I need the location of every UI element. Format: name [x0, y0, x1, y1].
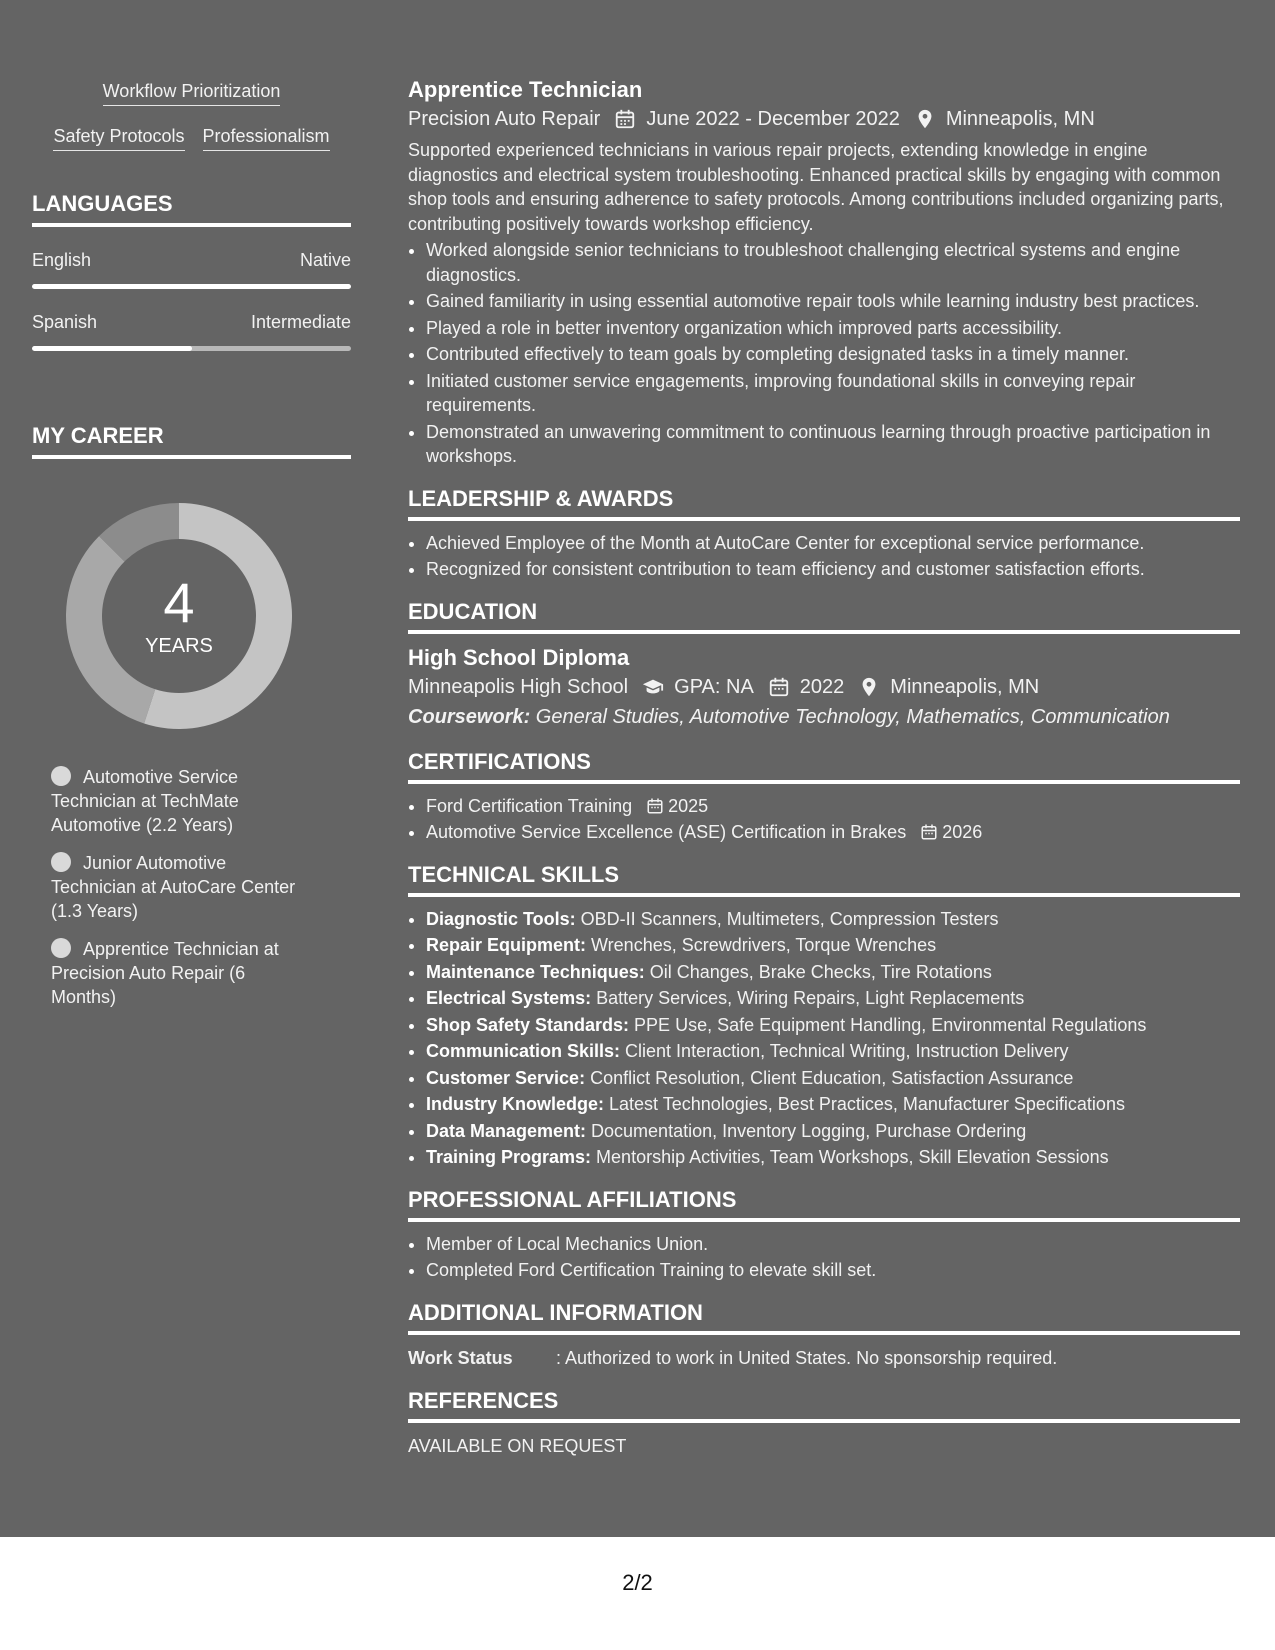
technical-skill-label: Repair Equipment:	[426, 935, 587, 955]
calendar-icon	[768, 676, 790, 698]
technical-skill-label: Customer Service:	[426, 1067, 586, 1088]
technical-skill-value: PPE Use, Safe Equipment Handling, Environmental Regulations	[629, 1014, 1147, 1035]
affiliations-heading: PROFESSIONAL AFFILIATIONS	[408, 1186, 1240, 1222]
language-proficiency-bar	[32, 346, 351, 351]
technical-skills-list	[408, 907, 1240, 1170]
technical-skill-item	[426, 1092, 1240, 1117]
calendar-icon	[614, 108, 636, 130]
main-content	[408, 76, 1240, 1459]
certification-item	[426, 820, 1240, 845]
certification-name: • Ford Certification Training	[426, 795, 633, 816]
technical-skill-item	[426, 1066, 1240, 1091]
career-years-label: YEARS	[145, 635, 213, 657]
page-number: 2/2	[622, 1570, 653, 1595]
certification-year: 2025	[668, 795, 709, 816]
donut-center	[66, 503, 292, 729]
certification-item	[426, 794, 1240, 819]
career-item-text: Automotive Service Technician at TechMate Automotive (2.2 Years)	[51, 767, 239, 835]
job-company: Precision Auto Repair	[408, 108, 601, 130]
technical-skill-value: Documentation, Inventory Logging, Purchase Ordering	[586, 1120, 1027, 1141]
job-summary: Supported experienced technicians in various repair projects, extending knowledge in engine diagnostics and electrical system troubleshooting. Enhanced practical skills by engaging with common shop tools and ensuring adherence to safety protocols. Among contributions included organizing parts, contributing positively towards workshop efficiency.	[408, 140, 1224, 234]
education-heading: EDUCATION	[408, 598, 1240, 634]
job-bullets	[408, 238, 1240, 469]
technical-skill-label: Diagnostic Tools:	[426, 908, 576, 929]
skill-tag-row	[32, 80, 351, 106]
leadership-list	[408, 531, 1240, 582]
language-name: English	[32, 250, 92, 270]
sidebar	[32, 80, 351, 1023]
technical-skill-item	[426, 1013, 1240, 1038]
list-item: • Contributed effectively to team goals by completing designated tasks in a timely manner.	[426, 342, 1240, 367]
education-year: 2022	[799, 675, 845, 698]
technical-skill-value: Latest Technologies, Best Practices, Manufacturer Specifications	[604, 1094, 1125, 1114]
language-row	[32, 311, 351, 333]
list-item: • Achieved Employee of the Month at AutoCare Center for exceptional service performance.	[426, 531, 1240, 556]
education-gpa: GPA: NA	[674, 675, 754, 698]
education-location: Minneapolis, MN	[890, 675, 1040, 698]
career-item	[51, 765, 301, 837]
location-pin-icon	[914, 108, 936, 130]
technical-skill-label: Communication Skills:	[426, 1041, 621, 1061]
technical-skill-item	[426, 1119, 1240, 1144]
career-donut	[66, 503, 292, 729]
career-years-number: 4	[163, 571, 195, 634]
references-heading: REFERENCES	[408, 1387, 1240, 1423]
location-pin-icon	[858, 676, 880, 698]
work-status-row	[408, 1345, 1240, 1371]
leadership-heading: LEADERSHIP & AWARDS	[408, 485, 1240, 521]
list-item: • Recognized for consistent contribution to team efficiency and customer satisfaction efforts.	[426, 557, 1240, 582]
certifications-list	[408, 794, 1240, 845]
language-item	[32, 311, 351, 351]
certifications-heading: CERTIFICATIONS	[408, 748, 1240, 784]
language-name: Spanish	[32, 312, 98, 332]
certification-year: 2026	[942, 822, 983, 842]
list-item: • Member of Local Mechanics Union.	[426, 1232, 1240, 1257]
language-proficiency-bar	[32, 284, 351, 289]
career-item	[51, 851, 301, 923]
job-dates: June 2022 - December 2022	[646, 108, 900, 130]
language-row	[32, 249, 351, 271]
languages-heading: LANGUAGES	[32, 191, 351, 227]
technical-skill-item	[426, 1039, 1240, 1064]
technical-skill-value: OBD-II Scanners, Multimeters, Compression Testers	[575, 908, 999, 929]
list-item: • Worked alongside senior technicians to troubleshoot challenging electrical systems and engine diagnostics.	[426, 238, 1240, 287]
certification-row	[426, 794, 1240, 819]
language-item	[32, 249, 351, 289]
technical-skill-item	[426, 986, 1240, 1011]
technical-skill-item	[426, 1145, 1240, 1170]
languages-list	[32, 249, 351, 351]
technical-skill-value: Mentorship Activities, Team Workshops, Skill Elevation Sessions	[591, 1147, 1109, 1167]
skill-tag: Safety Protocols	[53, 125, 184, 151]
technical-skill-value: Conflict Resolution, Client Education, Satisfaction Assurance	[585, 1067, 1074, 1088]
technical-skill-value: Wrenches, Screwdrivers, Torque Wrenches	[586, 935, 937, 955]
technical-skill-value: Oil Changes, Brake Checks, Tire Rotations	[644, 961, 992, 982]
list-item: • Initiated customer service engagements, improving foundational skills in conveying repair requirements.	[426, 369, 1240, 418]
career-item-text: Junior Automotive Technician at AutoCare Center (1.3 Years)	[51, 853, 296, 921]
calendar-icon	[646, 797, 664, 815]
technical-skill-item	[426, 907, 1240, 932]
technical-skill-label: Data Management:	[426, 1120, 587, 1141]
list-item: • Gained familiarity in using essential automotive repair tools while learning industry best practices.	[426, 289, 1240, 314]
work-status-value: : Authorized to work in United States. No sponsorship required.	[556, 1347, 1058, 1368]
technical-skill-label: Industry Knowledge:	[426, 1094, 605, 1114]
coursework-label: Coursework:	[408, 705, 531, 728]
education-degree: High School Diploma	[408, 644, 630, 670]
skill-tags	[32, 80, 351, 151]
technical-skill-value: Battery Services, Wiring Repairs, Light Replacements	[591, 988, 1025, 1008]
language-proficiency-fill	[32, 284, 351, 289]
references-text: AVAILABLE ON REQUEST	[408, 1435, 627, 1456]
job-location: Minneapolis, MN	[945, 108, 1095, 130]
career-item	[51, 937, 301, 1009]
skill-tag-row	[32, 125, 351, 151]
technical-skill-item	[426, 933, 1240, 958]
certification-row	[426, 820, 1240, 845]
work-status-label: Work Status	[408, 1347, 513, 1368]
career-list	[32, 765, 351, 1009]
list-item: • Played a role in better inventory organization which improved parts accessibility.	[426, 316, 1240, 341]
technical-skill-label: Training Programs:	[426, 1147, 592, 1167]
graduation-cap-icon	[642, 676, 664, 698]
list-item: • Completed Ford Certification Training to elevate skill set.	[426, 1258, 1240, 1283]
job-meta	[408, 104, 1240, 134]
calendar-icon	[920, 823, 938, 841]
coursework-value: General Studies, Automotive Technology, Mathematics, Communication	[530, 705, 1170, 728]
language-proficiency-fill	[32, 346, 192, 351]
skill-tag: Professionalism	[203, 125, 330, 151]
technical-skill-label: Electrical Systems:	[426, 988, 592, 1008]
career-heading: MY CAREER	[32, 423, 351, 459]
list-item: • Demonstrated an unwavering commitment to continuous learning through proactive participation in workshops.	[426, 420, 1240, 469]
career-item-text: Apprentice Technician at Precision Auto Repair (6 Months)	[51, 939, 279, 1007]
language-level: Native	[299, 250, 351, 270]
career-dot-icon	[51, 852, 71, 872]
career-dot-icon	[51, 766, 71, 786]
education-coursework	[408, 702, 1240, 732]
technical-skill-label: Maintenance Techniques:	[426, 961, 645, 982]
affiliations-list	[408, 1232, 1240, 1283]
job-title: Apprentice Technician	[408, 77, 643, 102]
education-school: Minneapolis High School	[408, 675, 629, 698]
technical-skill-value: Client Interaction, Technical Writing, Instruction Delivery	[620, 1041, 1069, 1061]
technical-skills-heading: TECHNICAL SKILLS	[408, 861, 1240, 897]
technical-skill-item	[426, 960, 1240, 985]
skill-tag: Workflow Prioritization	[103, 80, 281, 106]
technical-skill-label: Shop Safety Standards:	[426, 1014, 630, 1035]
language-level: Intermediate	[250, 312, 351, 332]
certification-name: • Automotive Service Excellence (ASE) Certification in Brakes	[426, 822, 907, 842]
career-dot-icon	[51, 938, 71, 958]
additional-info-heading: ADDITIONAL INFORMATION	[408, 1299, 1240, 1335]
education-meta	[408, 672, 1240, 702]
